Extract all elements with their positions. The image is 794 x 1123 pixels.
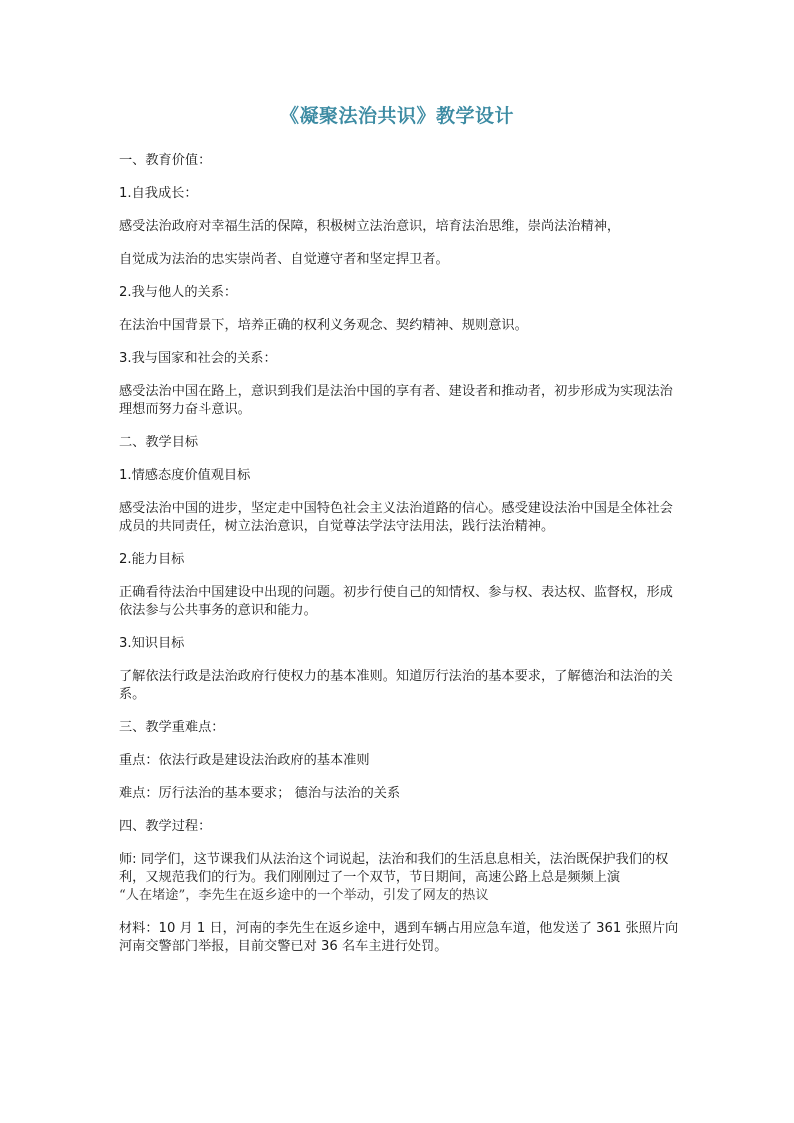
teacher-speech-continued: “人在堵途”，李先生在返乡途中的一个举动，引发了网友的热议 bbox=[119, 888, 489, 903]
paragraph: 了解依法行政是法治政府行使权力的基本准则。知道厉行法治的基本要求，了解德治和法治的关系。 bbox=[119, 669, 673, 702]
subheading-emotion-goal: 1.情感态度价值观目标 bbox=[119, 468, 251, 483]
paragraph: 在法治中国背景下，培养正确的权利义务观念、契约精神、规则意识。 bbox=[119, 318, 528, 333]
material-paragraph: 材料：10 月 1 日，河南的李先生在返乡途中，遇到车辆占用应急车道，他发送了 361 张照片向河南交警部门举报，目前交警已对 36 名车主进行处罚。 bbox=[119, 921, 679, 954]
teacher-speech: 师: 同学们，这节课我们从法治这个词说起，法治和我们的生活息息相关，法治既保护我们的权利，又规范我们的行为。我们刚刚过了一个双节，节日期间，高速公路上总是频频上演 bbox=[119, 852, 669, 885]
heading-key-difficult-points: 三、教学重难点： bbox=[119, 720, 225, 735]
heading-teaching-process: 四、教学过程： bbox=[119, 819, 212, 834]
document-body bbox=[119, 152, 679, 971]
heading-teaching-goals: 二、教学目标 bbox=[119, 435, 199, 450]
subheading-knowledge-goal: 3.知识目标 bbox=[119, 636, 185, 651]
paragraph: 正确看待法治中国建设中出现的问题。初步行使自己的知情权、参与权、表达权、监督权，形成依法参与公共事务的意识和能力。 bbox=[119, 585, 673, 618]
paragraph: 感受法治政府对幸福生活的保障，积极树立法治意识，培育法治思维，崇尚法治精神， bbox=[119, 219, 621, 234]
paragraph: 感受法治中国在路上，意识到我们是法治中国的享有者、建设者和推动者，初步形成为实现法治理想而努力奋斗意识。 bbox=[119, 384, 673, 417]
heading-education-value: 一、教育价值： bbox=[119, 153, 212, 168]
subheading-me-and-society: 3.我与国家和社会的关系： bbox=[119, 351, 277, 366]
subheading-self-growth: 1.自我成长： bbox=[119, 186, 198, 201]
key-point: 重点：依法行政是建设法治政府的基本准则 bbox=[119, 753, 370, 768]
difficult-point: 难点：厉行法治的基本要求； 德治与法治的关系 bbox=[119, 786, 401, 801]
subheading-ability-goal: 2.能力目标 bbox=[119, 552, 185, 567]
paragraph: 感受法治中国的进步，坚定走中国特色社会主义法治道路的信心。感受建设法治中国是全体社会成员的共同责任，树立法治意识，自觉尊法学法守法用法，践行法治精神。 bbox=[119, 501, 673, 534]
document-title: 《凝聚法治共识》教学设计 bbox=[279, 105, 514, 127]
paragraph: 自觉成为法治的忠实崇尚者、自觉遵守者和坚定捍卫者。 bbox=[119, 252, 449, 267]
subheading-me-and-others: 2.我与他人的关系： bbox=[119, 285, 238, 300]
